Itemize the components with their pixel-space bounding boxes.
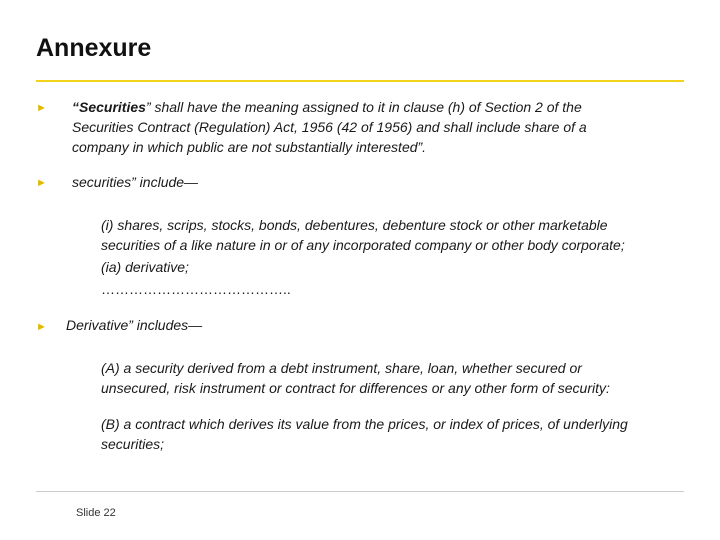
bullet-securities-definition	[72, 97, 662, 157]
bullet-arrow-icon: ►	[36, 177, 47, 189]
sub-item-i-line-1: (i) shares, scrips, stocks, bonds, debentures, debenture stock or other marketable	[101, 217, 608, 233]
sub-item-ia: (ia) derivative;	[101, 259, 189, 275]
item-a-line-1: (A) a security derived from a debt instrument, share, loan, whether secured or	[101, 360, 582, 376]
definition-line-3: company in which public are not substantially interested”.	[72, 139, 427, 155]
item-b-line-1: (B) a contract which derives its value from the prices, or index of prices, of underlying	[101, 416, 628, 432]
derivative-item-b	[101, 414, 681, 454]
ellipsis-line: …………………………………..	[101, 281, 291, 297]
sub-item-i-line-2: securities of a like nature in or of any incorporated company or other body corporate;	[101, 237, 625, 253]
item-a-line-2: unsecured, risk instrument or contract for differences or any other form of security:	[101, 380, 610, 396]
bullet-arrow-icon: ►	[36, 321, 47, 333]
slide-title: Annexure	[36, 34, 152, 62]
definition-line-2: Securities Contract (Regulation) Act, 1956 (42 of 1956) and shall include share of a	[72, 119, 587, 135]
bullet-derivative-includes: Derivative” includes—	[66, 317, 203, 333]
slide-number: Slide 22	[76, 507, 116, 519]
definition-line-1: ” shall have the meaning assigned to it in clause (h) of Section 2 of the	[145, 99, 582, 115]
item-b-line-2: securities;	[101, 436, 165, 452]
bullet-arrow-icon: ►	[36, 102, 47, 114]
term-securities: “Securities	[72, 99, 146, 115]
footer-divider	[36, 491, 684, 492]
bullet-securities-include: securities” include—	[72, 174, 199, 190]
title-underline	[36, 80, 684, 82]
derivative-item-a	[101, 358, 681, 398]
securities-sub-items	[101, 215, 691, 299]
